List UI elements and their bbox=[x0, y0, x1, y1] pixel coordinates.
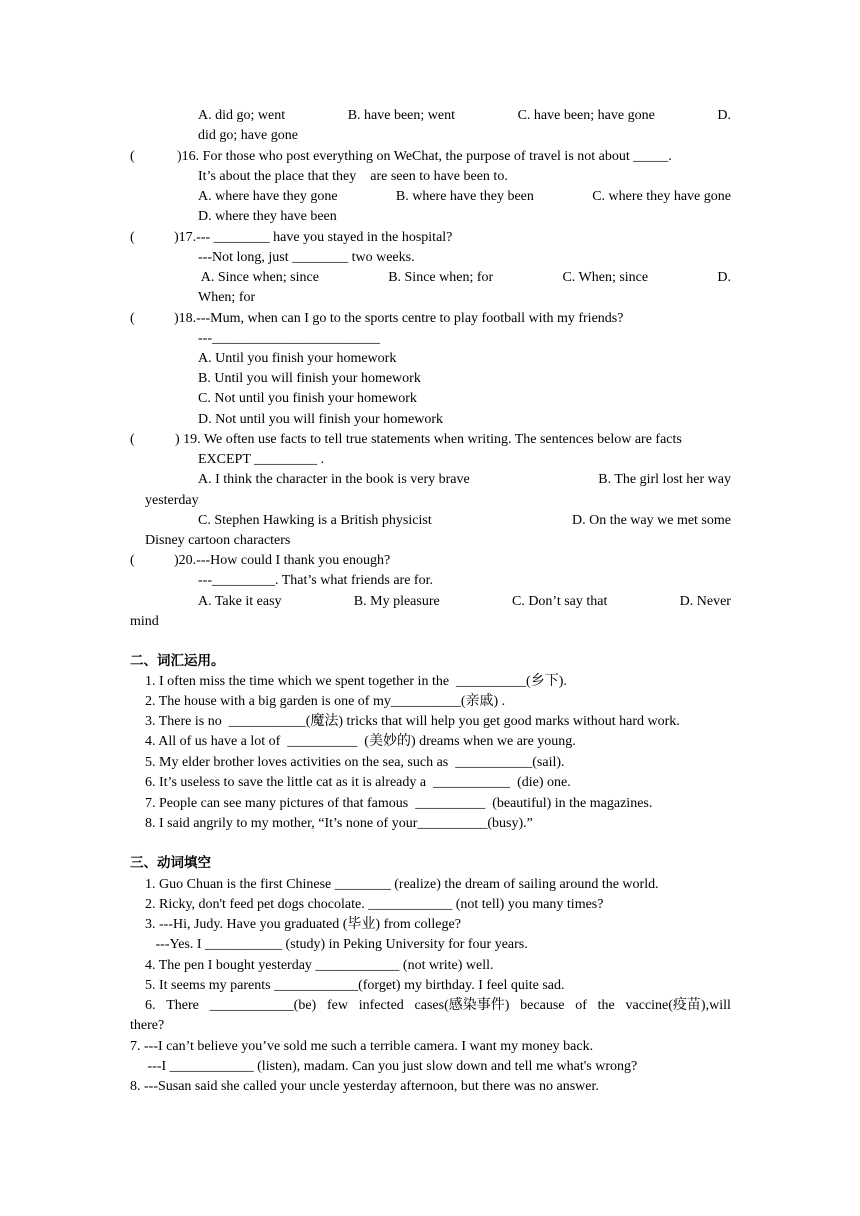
q17-stem-line2: ---Not long, just ________ two weeks. bbox=[198, 250, 415, 265]
vocab-item-6: 6. It’s useless to save the little cat as it is already a ___________ (die) one. bbox=[145, 775, 571, 790]
verb-item-6-word: There bbox=[166, 998, 199, 1013]
q15-option-b: B. have been; went bbox=[347, 108, 455, 123]
q19-option-d: D. On the way we met some bbox=[571, 513, 731, 528]
verb-item-5: 5. It seems my parents ____________(forget) my birthday. I feel quite sad. bbox=[145, 978, 565, 993]
q17-answer-paren: ( bbox=[130, 230, 135, 245]
q18-option-b: B. Until you will finish your homework bbox=[198, 371, 421, 386]
verb-item-7-reply: ---I ____________ (listen), madam. Can you just slow down and tell me what's wrong? bbox=[130, 1059, 638, 1074]
q17-option-a: A. Since when; since bbox=[198, 270, 319, 285]
verb-item-6-word: the bbox=[597, 998, 615, 1013]
q17-option-b: B. Since when; for bbox=[388, 270, 494, 285]
vocab-item-4: 4. All of us have a lot of __________ (美妙的) dreams when we are young. bbox=[145, 734, 576, 749]
vocab-item-1: 1. I often miss the time which we spent together in the __________(乡下). bbox=[145, 674, 567, 689]
verb-item-4: 4. The pen I bought yesterday ____________ (not write) well. bbox=[145, 958, 494, 973]
verb-item-6-word: cases(感染事件) bbox=[414, 998, 510, 1013]
verb-item-6-word: few bbox=[326, 998, 348, 1013]
q20-option-c: C. Don’t say that bbox=[511, 594, 608, 609]
q19-options-line-cd bbox=[198, 512, 731, 530]
q20-stem: )20.---How could I thank you enough? bbox=[174, 553, 391, 568]
q19-option-a: A. I think the character in the book is very brave bbox=[198, 472, 470, 487]
q16-option-c: C. where they have gone bbox=[592, 189, 731, 204]
q17-option-c: C. When; since bbox=[562, 270, 649, 285]
q16-option-b: B. where have they been bbox=[395, 189, 534, 204]
q19-option-b: B. The girl lost her way bbox=[598, 472, 731, 487]
q19-stem: ) 19. We often use facts to tell true statements when writing. The sentences below are facts bbox=[175, 432, 682, 447]
q17-stem: )17.--- ________ have you stayed in the hospital? bbox=[174, 230, 453, 245]
q18-stem: )18.---Mum, when can I go to the sports centre to play football with my friends? bbox=[174, 311, 624, 326]
q18-stem-line2: ---________________________ bbox=[198, 331, 380, 346]
q16-option-d: D. where they have been bbox=[198, 209, 337, 224]
q19-option-c: C. Stephen Hawking is a British physicist bbox=[198, 513, 432, 528]
verb-item-6 bbox=[145, 997, 731, 1015]
q20-stem-line2: ---_________. That’s what friends are for. bbox=[198, 573, 433, 588]
verb-item-6-word: infected bbox=[358, 998, 404, 1013]
vocab-item-8: 8. I said angrily to my mother, “It’s none of your__________(busy).” bbox=[145, 816, 533, 831]
q19-stem-line2: EXCEPT _________ . bbox=[198, 452, 325, 467]
q16-options-line bbox=[198, 188, 731, 206]
verb-item-6-word: because bbox=[520, 998, 565, 1013]
q15-options-line bbox=[198, 107, 731, 125]
q19-options-line-ab bbox=[198, 471, 731, 489]
q19-option-b-continued: yesterday bbox=[145, 493, 199, 508]
vocab-item-2: 2. The house with a big garden is one of my__________(亲戚) . bbox=[145, 694, 506, 709]
q16-answer-paren: ( bbox=[130, 149, 135, 164]
verb-item-6-word: of bbox=[575, 998, 587, 1013]
q20-option-b: B. My pleasure bbox=[353, 594, 440, 609]
verb-item-6-word: ____________(be) bbox=[209, 998, 317, 1013]
q18-option-c: C. Not until you finish your homework bbox=[198, 391, 417, 406]
verb-item-3: 3. ---Hi, Judy. Have you graduated (毕业) from college? bbox=[145, 917, 461, 932]
q15-option-a: A. did go; went bbox=[198, 108, 286, 123]
verb-item-3-reply: ---Yes. I ___________ (study) in Peking University for four years. bbox=[145, 937, 528, 952]
q16-stem-line2: It’s about the place that they are seen to have been to. bbox=[198, 169, 508, 184]
q20-answer-paren: ( bbox=[130, 553, 135, 568]
verb-item-7: 7. ---I can’t believe you’ve sold me such a terrible camera. I want my money back. bbox=[130, 1039, 594, 1054]
q17-option-d-text: When; for bbox=[198, 290, 256, 305]
q17-option-d-label: D. bbox=[717, 270, 731, 285]
q15-option-d-text: did go; have gone bbox=[198, 128, 298, 143]
q18-answer-paren: ( bbox=[130, 311, 135, 326]
verb-item-6-continued: there? bbox=[130, 1018, 165, 1033]
q20-option-d-text: mind bbox=[130, 614, 159, 629]
vocab-item-7: 7. People can see many pictures of that famous __________ (beautiful) in the magazines. bbox=[145, 796, 653, 811]
q17-options-line bbox=[198, 269, 731, 287]
q16-option-a: A. where have they gone bbox=[198, 189, 338, 204]
vocab-item-5: 5. My elder brother loves activities on the sea, such as ___________(sail). bbox=[145, 755, 565, 770]
q15-option-c: C. have been; have gone bbox=[517, 108, 655, 123]
verb-item-8: 8. ---Susan said she called your uncle yesterday afternoon, but there was no answer. bbox=[130, 1079, 599, 1094]
vocab-item-3: 3. There is no ___________(魔法) tricks that will help you get good marks without hard work. bbox=[145, 714, 680, 729]
verb-item-1: 1. Guo Chuan is the first Chinese ________ (realize) the dream of sailing around the world. bbox=[145, 877, 659, 892]
verb-item-6-word: vaccine(疫苗),will bbox=[625, 998, 731, 1013]
q18-option-d: D. Not until you will finish your homework bbox=[198, 412, 443, 427]
q19-answer-paren: ( bbox=[130, 432, 135, 447]
q18-option-a: A. Until you finish your homework bbox=[198, 351, 397, 366]
q15-option-d-label: D. bbox=[717, 108, 731, 123]
section-3-heading: 三、动词填空 bbox=[130, 855, 211, 871]
section-2-heading: 二、词汇运用。 bbox=[130, 653, 225, 669]
q16-stem: )16. For those who post everything on WeChat, the purpose of travel is not about _____. bbox=[177, 149, 672, 164]
q20-option-d-label: D. Never bbox=[679, 594, 731, 609]
q20-options-line bbox=[198, 593, 731, 611]
verb-item-2: 2. Ricky, don't feed pet dogs chocolate. ____________ (not tell) you many times? bbox=[145, 897, 604, 912]
q20-option-a: A. Take it easy bbox=[198, 594, 282, 609]
q19-option-d-continued: Disney cartoon characters bbox=[145, 533, 291, 548]
verb-item-6-word: 6. bbox=[145, 998, 156, 1013]
